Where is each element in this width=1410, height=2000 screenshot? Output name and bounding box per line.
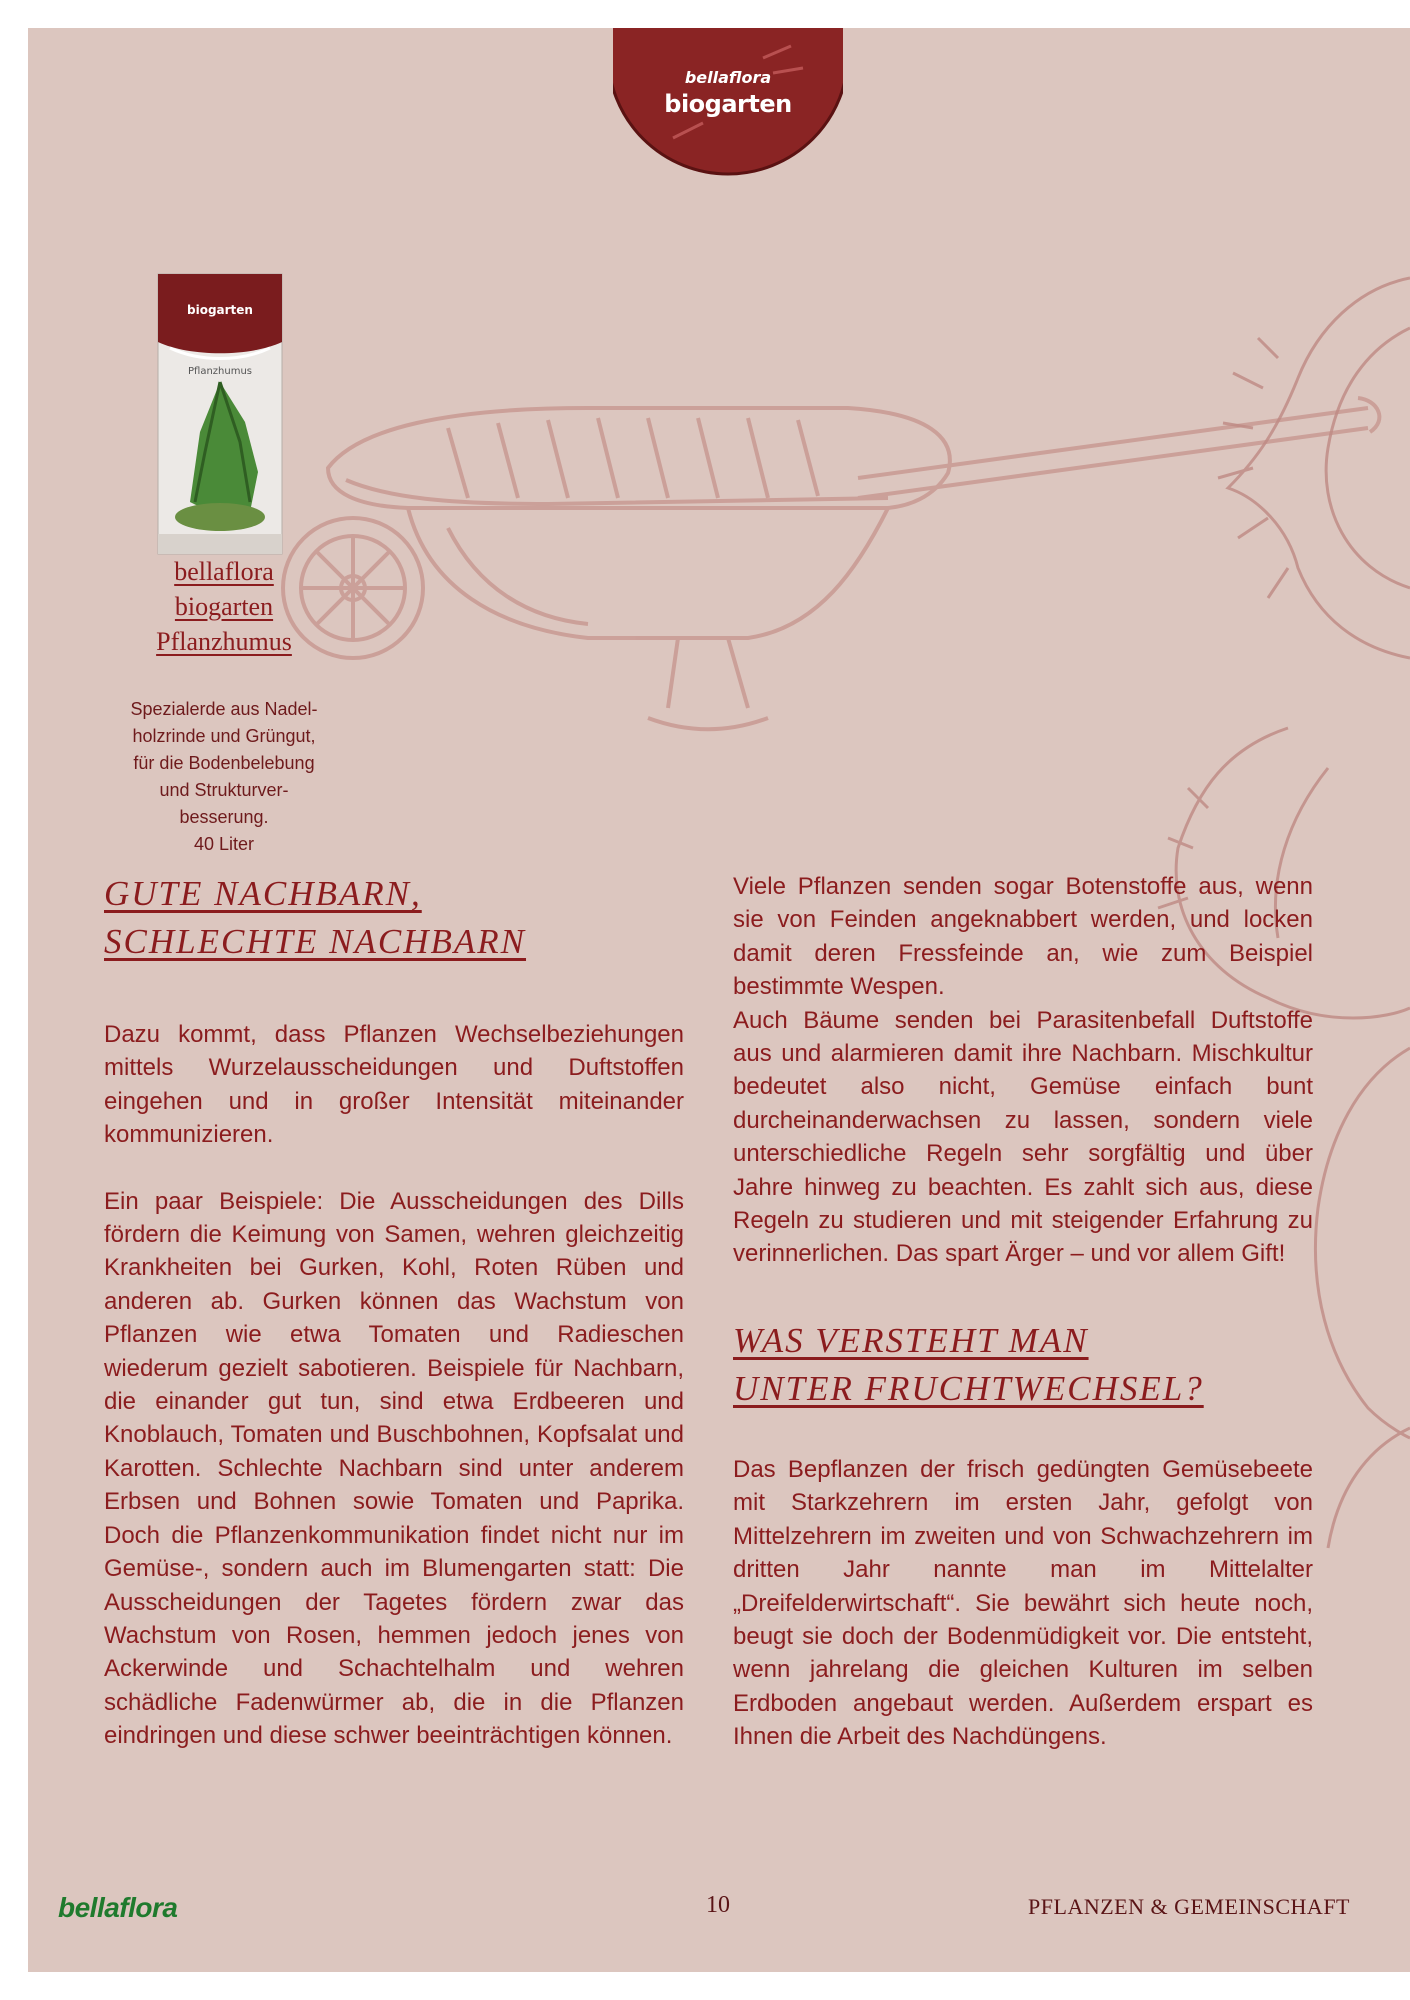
left-column <box>104 870 684 1753</box>
pflanzhumus-bag-image <box>150 272 290 556</box>
product-desc-line: 40 Liter <box>193 834 255 854</box>
product-description <box>94 696 354 858</box>
product-desc-line: für die Bodenbelebung <box>133 753 315 773</box>
footer-section-title: PFLANZEN & GEMEINSCHAFT <box>1028 1894 1350 1919</box>
paragraph: Das Bepflanzen der frisch gedüngten Gemüsebeete mit Starkzehrern im ersten Jahr, gefolgt von Mittelzehrern im zweiten und von Schwachzehrern im dritten Jahr nannte man im Mittelalter „Dreifelderwirtschaft“. Sie bewährt sich heute noch, beugt sie doch der Bodenmüdigkeit vor. Die entsteht, wenn jahrelang die gleichen Kulturen im selben Erdboden angebaut werden. Außerdem erspart es Ihnen die Arbeit des Nachdüngens. <box>733 1455 1313 1751</box>
right-column <box>733 870 1313 1754</box>
heading-line: WAS VERSTEHT MAN <box>733 1320 1089 1360</box>
section-heading-gute-nachbarn <box>104 870 684 966</box>
paragraph: Dazu kommt, dass Pflanzen Wechselbeziehungen mittels Wurzelausscheidungen und Duftstoffen eingehen und in großer Intensität miteinander kommunizieren. <box>104 1021 684 1149</box>
bag-label: biogarten <box>187 303 253 317</box>
product-name-line: Pflanzhumus <box>156 627 292 656</box>
footer-brand-logo: bellaflora <box>58 1892 178 1923</box>
product-desc-line: Spezialerde aus Nadel- <box>130 699 318 719</box>
product-name[interactable] <box>94 554 354 659</box>
product-name-line: biogarten <box>174 592 274 621</box>
product-desc-line: und Strukturver- <box>159 780 289 800</box>
page-number: 10 <box>706 1892 730 1918</box>
heading-line: GUTE NACHBARN, <box>104 874 422 913</box>
product-name-line: bellaflora <box>174 557 274 586</box>
badge-product-line: biogarten <box>664 90 792 118</box>
paragraph: Auch Bäume senden bei Parasitenbefall Duftstoffe aus und alarmieren damit ihre Nachbarn. Mischkultur bedeutet also nicht, Gemüse einfach bunt durcheinanderwachsen zu lassen, sondern viele unterschiedliche Regeln sehr sorgfältig und über Jahre hinweg zu beachten. Es zahlt sich aus, diese Regeln zu studieren und mit steigender Erfahrung zu verinnerlichen. Das spart Ärger – und vor allem Gift! <box>733 1006 1313 1268</box>
badge-brand: bellaflora <box>684 68 772 87</box>
heading-line: SCHLECHTE NACHBARN <box>104 922 527 961</box>
biogarten-badge <box>613 28 843 176</box>
product-desc-line: holzrinde und Grüngut, <box>132 726 316 746</box>
paragraph: Viele Pflanzen senden sogar Botenstoffe aus, wenn sie von Feinden angeknabbert werden, und locken damit deren Fressfeinde an, wie zum Beispiel bestimmte Wespen. <box>733 873 1313 1001</box>
section-heading-fruchtwechsel <box>733 1317 1313 1413</box>
heading-line: UNTER FRUCHTWECHSEL? <box>733 1368 1204 1408</box>
magazine-page <box>28 28 1410 1972</box>
paragraph: Ein paar Beispiele: Die Ausscheidungen des Dills fördern die Keimung von Samen, wehren gleichzeitig Krankheiten bei Gurken, Kohl, Roten Rüben und anderen ab. Gurken können das Wachstum von Pflanzen wie etwa Tomaten und Radieschen wiederum gezielt sabotieren. Beispiele für Nachbarn, die einander gut tun, sind etwa Erdbeeren und Knoblauch, Tomaten und Buschbohnen, Kopfsalat und Karotten. Schlechte Nachbarn sind unter anderem Erbsen und Bohnen sowie Tomaten und Paprika. Doch die Pflanzenkommunikation findet nicht nur im Gemüse-, sondern auch im Blumengarten statt: Die Ausscheidungen der Tagetes fördern zwar das Wachstum von Rosen, hemmen jedoch jenes von Ackerwinde und Schachtelhalm und wehren schädliche Fadenwürmer ab, die in die Pflanzen eindringen und diese schwer beeinträchtigen können. <box>104 1187 684 1750</box>
product-desc-line: besserung. <box>179 807 269 827</box>
bag-sublabel: Pflanzhumus <box>187 366 253 377</box>
